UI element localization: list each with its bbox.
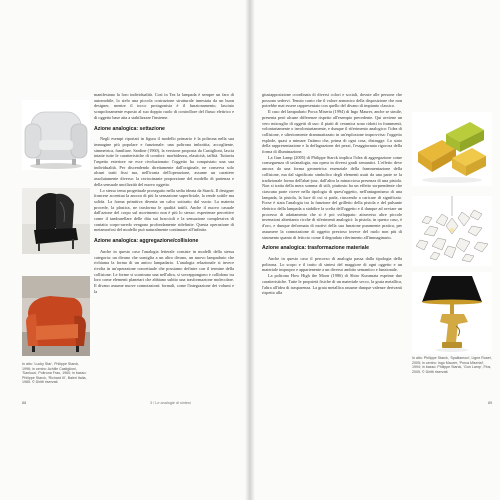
right-body-column [262,92,402,398]
image-richard-armchair [22,276,90,356]
paragraph: Negli esempi riportati in figura il modello primario è la poltrona nella sua immagine più popolare e funzionale: una poltrona imbottita, accogliente, simmetrica, familiare. Sardine (1960), la versione proposta da Castiglioni, lascia intatte tutte le caratteristiche di comfort: morbidezza, elasticità, taffità. Tuttavia l'aspetto esteriore ne esce rivoluzionato: l'oggetto ha conquistato una sua individualità. Per discendendo direttamente dall'originale, ne conserva solo alcuni tratti fissi ma, nell'ironia dell'operazione, assume un carattere assolutamente diverso: la raviocinante proporzione del modello di partenza e della sensuale uncilizzità del nuovo oggetto. [94,136,234,187]
section-heading: Azione analogica: aggregazione/collisione [94,238,199,245]
image-spalliamoci-sofa [412,112,492,186]
paragraph: giustapposizione coordinata di diversi colori e sociali, dovute alle persone che possono sedervi. Tenuto conto che il valore armonico della disposizione che non potrebbe mai essere rappresentato con quello del divano di impianto classico. [262,92,402,109]
left-page [0,0,248,500]
paragraph: Lo stesso tema progettuale proseguito nella sedia ideata da Starck. Il designer francese accentua la ancora di più la sensazione superficiale, la rende sottile ma solida. La forma primitiva diventa un calco sottratto dal vuoto. La materia procede, la plastica, ne trasforma le qualità tattili. Anche il nuovo casuale dall'azione del corpo sul movimento non è più lo stesso: esperienze percettive come il tamburellare delle dita sui braccioli e la sensazione complessiva di contatto corpo-arredo vengono profondamente ridefinite. Questa operazione di metamorfosi del modello può naturalmente continuare all'infinito. [94,187,234,233]
paragraph: Il caso del lampadario Porca Miseria (1994) di Ingo Maurer, anche se simile, presenta però alcune differenze rispetto all'esempio precedente. Qui avviene un vero miscuglio di oggetti di uso: il piatti di ceramica sono ridotti in frammenti, volontariamente o involontariamente, e dunque il riferimento analogico: l'idea di collisione, e ulteriormente drammatizzato in un'esplosione improvvisa: l'oggetto esplode, quasi a mimare l'attimo che, prima di ogni cosa, distrugge. Lo stato della rappresentazione e la deflagrazione dei pezzi, l'esaggiornata rigorosa della forma di illuminazione. [262,109,402,155]
paragraph: Anche in questo caso l'analogia letterale consiste in modelli della stessa categoria: un divano che somiglia a un altro divano, un nuovo lampadario che richiama la forma di un antico lampadario. L'analogia relazionale si invece rivolta in un'operazione concettuale che possiamo definire con il termine della collisione. Le forme si scontrano una nell'altra, si sovrappongono e collidono tra loro come elementi planetari che abbiano subìto una trasformazione molecolare. Il divano assume nuove connotazioni: formali, come l'integrazione dei volumi e la [94,248,234,294]
running-head: 3 / Le analogie di sintesi [150,401,191,405]
section-heading: Azione analogica: settazione [94,125,165,132]
image-caption: In alto: 'Lucky Star', Philippe Starck, 1996; in centro: Achille Castiglioni, 'Sanluca', Poltrona Frau, 1960; in basso: Philippe Starck, 'Richard III', Baleri Italia, 1985. © Diritti riservati. [22,362,87,385]
image-porca-miseria-chandelier [412,196,492,266]
page-number: 89 [488,401,493,405]
image-caption: In alto: Philippe Starck, 'Spalliamoci', Ligne Roset, 2005; in centro: Ingo Maurer, 'Porca Miseria!', 1994; in basso: Philippe Starck, 'Gun Lamp', Flos, 2005. © Diritti riservati. [412,356,492,374]
paragraph: La Gun Lamp (2005) di Philippe Starck implica l'idea di aggregazione come conseguenza di un'analogia, ma opera in diversi gradi semantici. L'effetto deve ancora da una forma geometrica essenziale della frammentazione della collisione, ma dal significato simbolico degli elementi usati da una parte se la tradizionale forma dell'abat-jour, dall'altra la minacciosa presenza di una pistola. Non si tratta della mera somma di stili, piuttosto ha un effetto sorprendente che ciascuna parte riceve nella tipologia di quest'oggetto, nell'antagonismo di una lampada, la pistola, la luce di cui si parla, riuscendo a caricare di significato. Forse è stata l'analogia tra la funzione del grilletto della pistola e del pulsante elettrico della lampada a stabilire la scelta dell'oggetto e il dunque ad avviare un processo di adattamento che si è poi sviluppato: attraverso altre piccole invenzioni altrettanto ricche di riferimenti analogici: la pistola, in questo caso, è d'oro, e dunque deformata di motivi della sua funzione puramente pratica, per assumere la connotazione di oggetto prezioso invece del ruolo non più di strumento quanto di feticcio come il degradato riferimento all'immaginario. [262,154,402,240]
image-sanluca-armchair [22,188,90,254]
right-page [252,0,500,500]
image-lucky-star-armchair [22,100,90,170]
paragraph: Anche in questo caso il percorso di analogia passa dalla tipologia della poltrona. Lo scopo e il tratto di sintesi del maggiore di ogni oggetto e un materiale impropro e appartenente a un diverso ambito semantico e funzionale. [262,255,402,273]
paragraph: La poltrona How High the Moon (1986) di Shiro Kuramata esprime due caratteristiche. Tutte le proprietà fisiche di un materiale secco, la grata metallica, l'altra all'idea di trasparenza. La grata metallica assume dunque valenze derivanti rispetto alla [262,273,402,296]
section-heading: Azione analogica: trasformazione materiale [262,245,369,252]
left-body-column [94,92,234,398]
book-gutter [245,0,255,500]
image-gun-lamp [412,272,492,354]
page-number: 88 [22,401,27,405]
paragraph: manifestano la loro individualità. Così in Tea la lampada è sempre un faro di automobile, lo stelo una piccola costruzione strutturale innestata da un buon designer, mentre il tocco protagonista è il funzionamento, lasciato scrupolosamente esposto al suo doppio ruolo di controllore del flusso elettrico e di oggetto base atta a stabilizzare l'insieme. [94,92,234,120]
